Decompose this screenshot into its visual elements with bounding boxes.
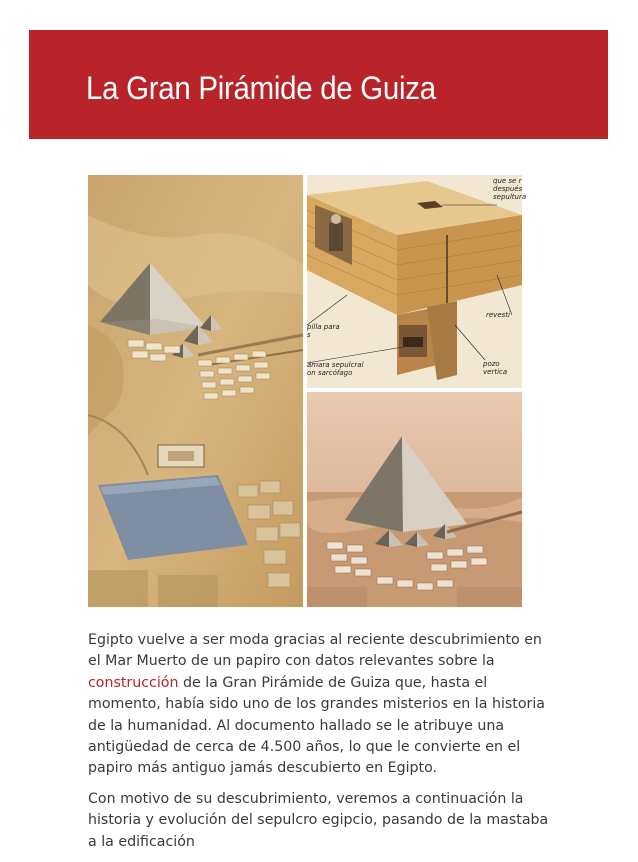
paragraph-1 [88, 630, 550, 780]
pyramid-desert-painting [307, 392, 522, 607]
article-body [88, 630, 550, 862]
pyramid-illustration-collage [88, 175, 527, 607]
construccion-link[interactable]: construcción [88, 674, 179, 691]
label-pozo-vertical: pozo vertica [483, 360, 508, 376]
title-banner [29, 30, 608, 139]
mastaba-cutaway-diagram [307, 175, 527, 388]
label-capilla-2: s [307, 331, 311, 339]
label-sarcofago: on sarcófago [307, 369, 353, 377]
paragraph-1-text-b: de la Gran Pirámide de Guiza que, hasta el momento, había sido uno de los grandes misterios en la historia de la humanidad. Al documento hallado se le atribuye una antigüedad de cerca de 4.500 años, lo que le convierte en el papiro más antiguo jamás descubierto en Egipto. [88, 674, 545, 777]
label-revestimiento: revesti [486, 311, 510, 319]
label-que-se: que se r [493, 177, 522, 185]
label-camara-sepulcral: ámara sepulcral [307, 361, 364, 369]
label-sepultura: sepultura [493, 193, 527, 201]
label-capilla: pilla para [307, 323, 340, 331]
aerial-pyramid-painting [88, 175, 303, 607]
page-title: La Gran Pirámide de Guiza [86, 70, 436, 106]
paragraph-2: Con motivo de su descubrimiento, veremos a continuación la historia y evolución del sepulcro egipcio, pasando de la mastaba a la edificación [88, 790, 549, 850]
paragraph-1-text-a: Egipto vuelve a ser moda gracias al reciente descubrimiento en el Mar Muerto de un papiro con datos relevantes sobre la [88, 632, 542, 670]
label-despues: después [493, 185, 523, 193]
